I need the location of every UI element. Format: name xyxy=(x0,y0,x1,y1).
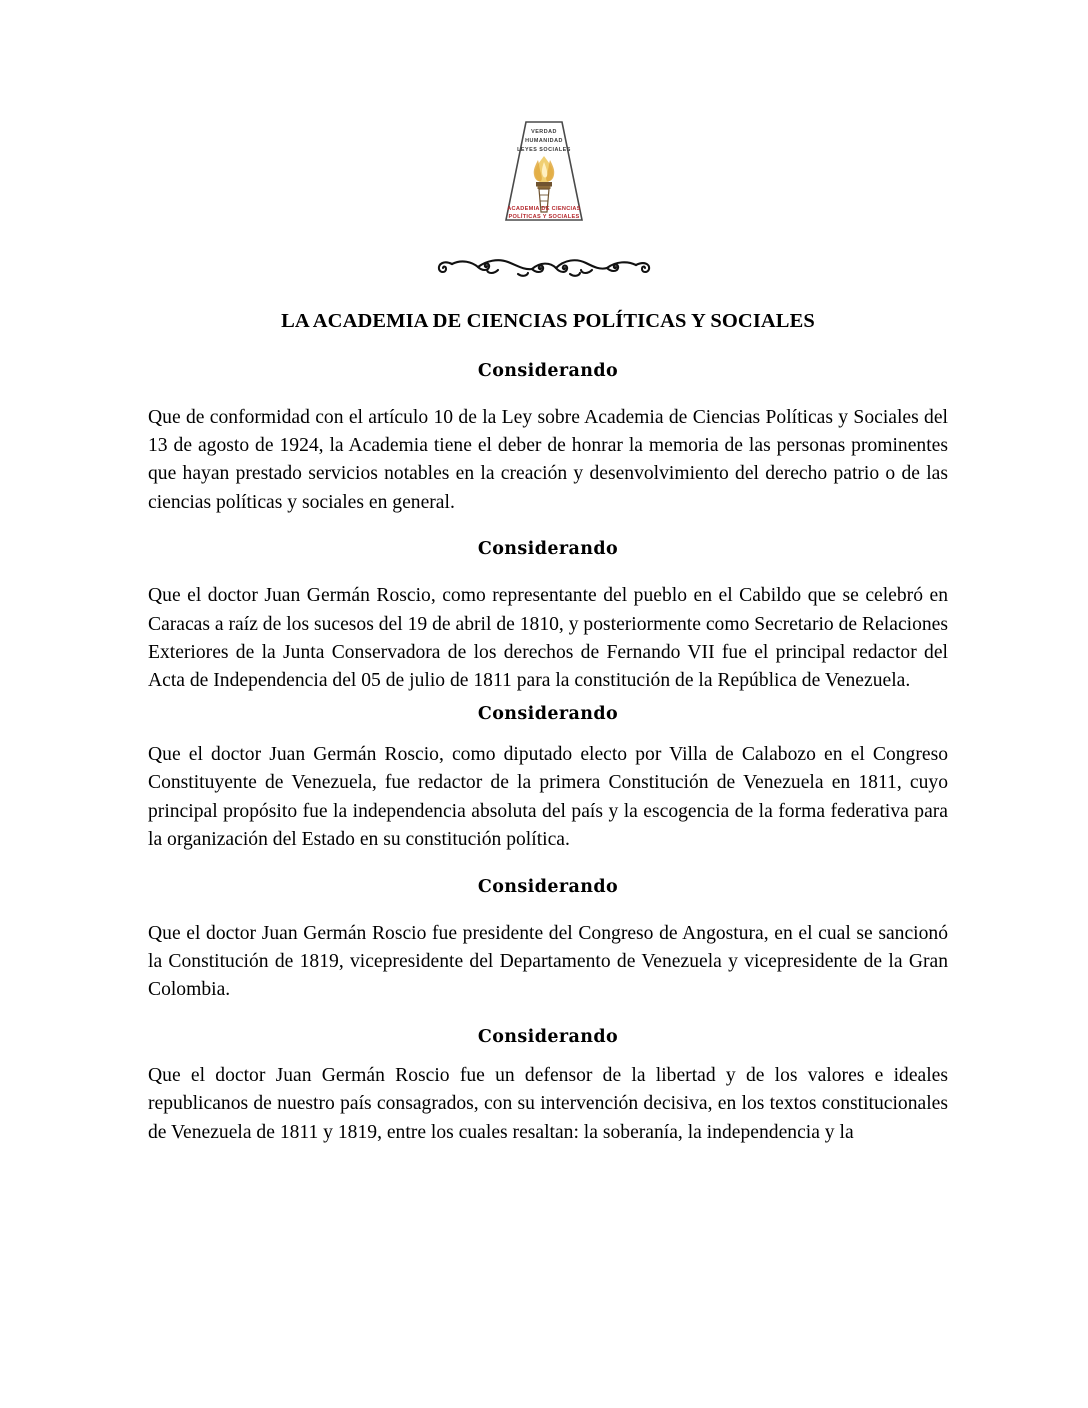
section-paragraph-1: Que de conformidad con el artículo 10 de la Ley sobre Academia de Ciencias Políticas y Sociales del 13 de agosto de 1924, la Academia tiene el deber de honrar la memoria de las personas prominentes que hayan prestado servicios notables en la creación y desenvolvimiento del derecho patrio o de las ciencias políticas y sociales en general. xyxy=(148,406,948,513)
section-paragraph-2: Que el doctor Juan Germán Roscio, como representante del pueblo en el Cabildo que se celebró en Caracas a raíz de los sucesos del 19 de abril de 1810, y posteriormente como Secretario de Relaciones Exteriores de la Junta Conservadora de los derechos de Fernando VII fue el principal redactor del Acta de Independencia del 05 de julio de 1811 para la constitución de la República de Venezuela. xyxy=(148,585,948,692)
section-paragraph-3: Que el doctor Juan Germán Roscio, como diputado electo por Villa de Calabozo en el Congreso Constituyente de Venezuela, fue redactor de la primera Constitución de Venezuela en 1811, cuyo principal propósito fue la independencia absoluta del país y la escogencia de la forma federativa para la organización del Estado en su constitución política. xyxy=(148,743,948,851)
svg-text:HUMANIDAD: HUMANIDAD xyxy=(525,138,563,144)
svg-text:VERDAD: VERDAD xyxy=(531,129,557,135)
svg-text:ACADEMIA DE CIENCIAS: ACADEMIA DE CIENCIAS xyxy=(507,206,581,212)
academia-emblem-icon xyxy=(496,118,592,224)
ornamental-divider xyxy=(0,248,1088,284)
section-paragraph-5: Que el doctor Juan Germán Roscio fue un defensor de la libertad y de los valores e ideales republicanos de nuestro país consagrados, con su intervención decisiva, en los textos constitucionales de Venezuela de 1811 y 1819, entre los cuales resaltan: la soberanía, la independencia y la xyxy=(148,1064,948,1143)
document-body xyxy=(148,300,948,1147)
page-title: LA ACADEMIA DE CIENCIAS POLÍTICAS Y SOCIALES xyxy=(281,310,815,332)
section-heading-3: Considerando xyxy=(477,703,619,724)
svg-text:POLÍTICAS Y SOCIALES: POLÍTICAS Y SOCIALES xyxy=(508,214,580,220)
svg-text:LEYES SOCIALES: LEYES SOCIALES xyxy=(517,147,571,153)
section-paragraph-4: Que el doctor Juan Germán Roscio fue presidente del Congreso de Angostura, en el cual se sancionó la Constitución de 1819, vicepresidente del Departamento de Venezuela y vicepresidente de la Gran Colombia. xyxy=(148,922,948,1001)
section-heading-5: Considerando xyxy=(477,1026,619,1047)
section-heading-4: Considerando xyxy=(477,876,619,897)
emblem-container xyxy=(0,118,1088,224)
section-heading-2: Considerando xyxy=(477,539,619,560)
section-heading-1: Considerando xyxy=(477,360,619,381)
